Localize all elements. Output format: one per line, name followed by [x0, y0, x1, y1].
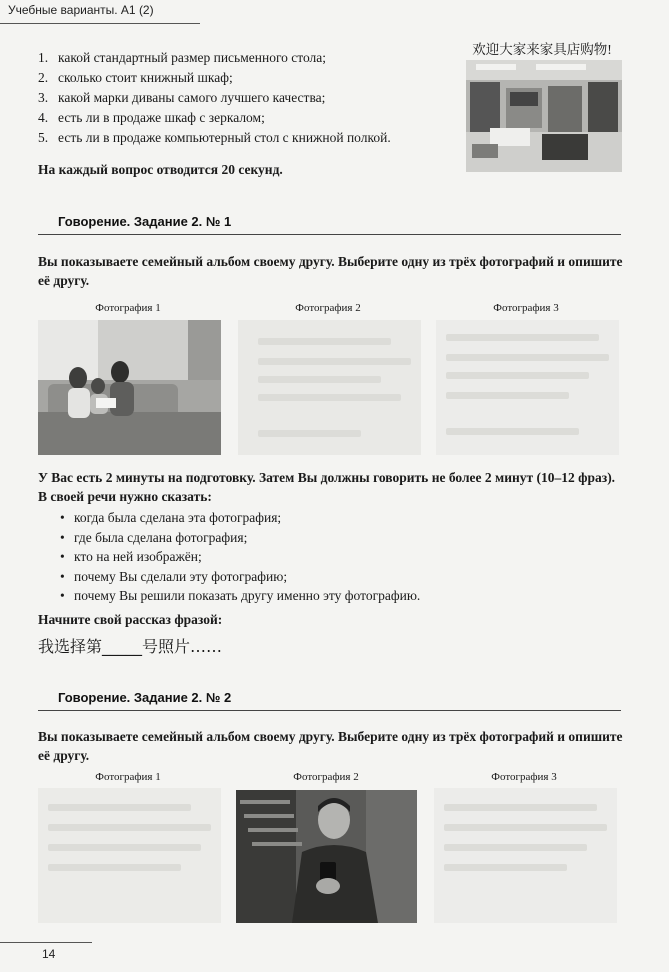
man-with-phone-photo: [236, 790, 417, 923]
list-item: 1. какой стандартный размер письменного стола;: [38, 50, 327, 65]
photo-2-placeholder: [238, 320, 421, 455]
time-note: На каждый вопрос отводится 20 секунд.: [38, 162, 283, 177]
question-list: [38, 48, 458, 148]
photo-1-placeholder: [38, 788, 221, 923]
list-item: • где была сделана фотография;: [60, 529, 248, 545]
chinese-phrase: 我选择第_____号照片……: [38, 637, 223, 656]
photo-caption: Фотография 1: [95, 771, 161, 783]
section-rule: [38, 710, 621, 711]
photo-caption: Фотография 3: [493, 302, 559, 314]
list-item: 5. есть ли в продаже компьютерный стол с книжной полкой.: [38, 130, 391, 145]
list-item: • кто на ней изображён;: [60, 549, 202, 564]
page-number: 14: [42, 947, 56, 961]
section-rule: [38, 234, 621, 235]
section-title-2: Говорение. Задание 2. № 2: [58, 690, 232, 705]
furniture-store-photo: [466, 60, 622, 172]
bullet-list: [60, 508, 420, 606]
photo-3-placeholder: [436, 320, 619, 455]
task-intro-1: Вы показываете семейный альбом своему другу. Выберите одну из трёх фотографий и опишите её другу.: [38, 254, 623, 288]
list-item: 3. какой марки диваны самого лучшего качества;: [38, 90, 326, 105]
photo-3-placeholder: [434, 788, 617, 923]
section-title-1: Говорение. Задание 2. № 1: [58, 214, 232, 229]
running-header: Учебные варианты. А1 (2): [8, 3, 154, 17]
store-caption: 欢迎大家来家具店购物!: [472, 42, 612, 57]
photo-caption: Фотография 3: [491, 771, 557, 783]
task-intro-2: Вы показываете семейный альбом своему другу. Выберите одну из трёх фотографий и опишите её другу.: [38, 729, 623, 763]
footer-rule: [0, 942, 92, 943]
header-rule: [0, 23, 200, 24]
family-sofa-photo: [38, 320, 221, 455]
photo-caption: Фотография 1: [95, 302, 161, 314]
list-item: • почему Вы сделали эту фотографию;: [60, 568, 288, 584]
list-item: 4. есть ли в продаже шкаф с зеркалом;: [38, 110, 265, 125]
photo-caption: Фотография 2: [295, 302, 361, 314]
list-item: • когда была сделана эта фотография;: [60, 510, 282, 525]
prep-instructions: У Вас есть 2 минуты на подготовку. Затем Вы должны говорить не более 2 минут (10–12 фраз). В своей речи нужно сказать:: [38, 470, 616, 504]
photo-caption: Фотография 2: [293, 771, 359, 783]
list-item: • почему Вы решили показать другу именно эту фотографию.: [60, 588, 421, 603]
start-prompt: Начните свой рассказ фразой:: [38, 612, 223, 627]
list-item: 2. сколько стоит книжный шкаф;: [38, 70, 233, 85]
